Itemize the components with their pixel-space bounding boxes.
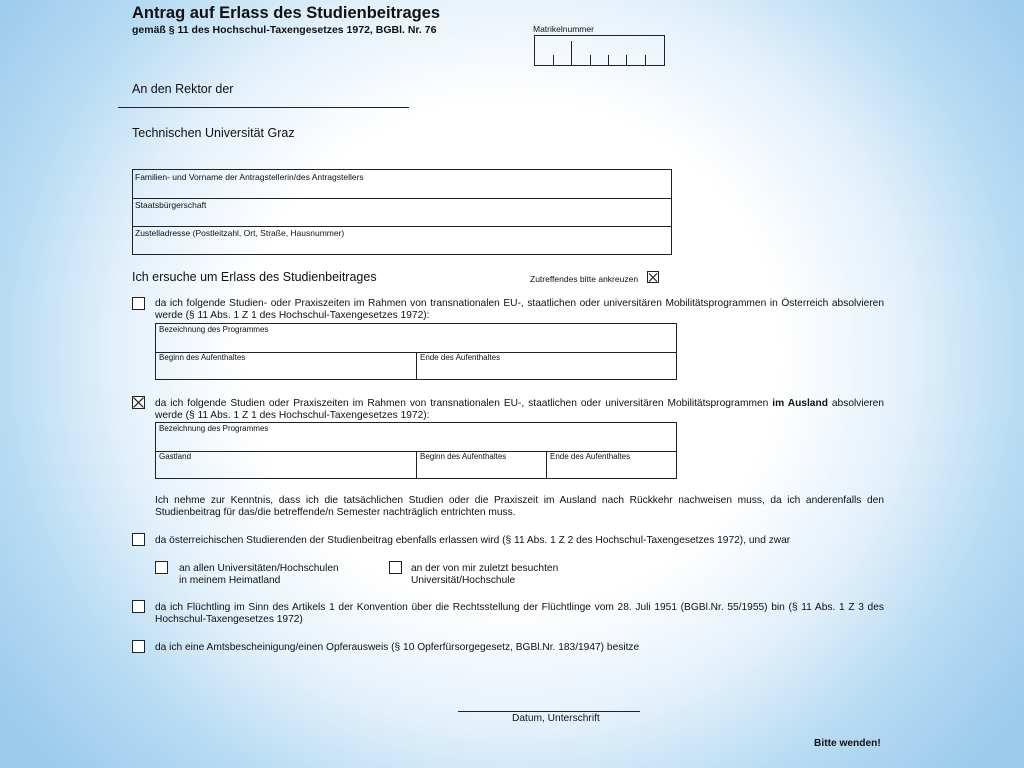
address-line-university: Technischen Universität Graz <box>132 126 295 140</box>
option2-text: da ich folgende Studien oder Praxiszeiten im Rahmen von transnationalen EU-, staatlichen oder universitären Mobilitätsprogrammen im Ausland absolvieren werde (§ 11 Abs. 1 Z 1 des Hochschul-Taxengesetzes 1972): <box>155 398 884 421</box>
option3a-checkbox[interactable] <box>155 561 168 574</box>
field-citizenship-input[interactable] <box>133 210 671 225</box>
option3-checkbox[interactable] <box>132 533 145 546</box>
field-name-label: Familien- und Vorname der Antragstellerin/des Antragstellers <box>135 172 364 182</box>
option1-start-label: Beginn des Aufenthaltes <box>159 353 246 362</box>
option2-program-label: Bezeichnung des Programmes <box>159 424 269 433</box>
field-address-input[interactable] <box>133 238 671 253</box>
form-subtitle: gemäß § 11 des Hochschul-Taxengesetzes 1972, BGBl. Nr. 76 <box>132 24 437 36</box>
option1-program-label: Bezeichnung des Programmes <box>159 325 269 334</box>
form-title: Antrag auf Erlass des Studienbeitrages <box>132 4 441 22</box>
option2-end-label: Ende des Aufenthaltes <box>550 452 631 461</box>
tick-note: Zutreffendes bitte ankreuzen <box>530 274 639 284</box>
field-citizenship-label: Staatsbürgerschaft <box>135 200 207 210</box>
field-name-input[interactable] <box>133 182 671 197</box>
option2-note: Ich nehme zur Kenntnis, dass ich die tatsächlichen Studien oder die Praxiszeit im Ausland nach Rückkehr nachweisen muss, da ich anderenfalls den Studienbeitrag für das/die betreffende/n Semester nachträglich entrichten muss. <box>155 495 884 518</box>
checked-x-icon <box>133 397 144 408</box>
signature-line <box>458 711 640 712</box>
turn-over-note: Bitte wenden! <box>814 738 881 749</box>
option1-end-label: Ende des Aufenthaltes <box>420 353 501 362</box>
option1-start-input[interactable] <box>156 363 414 378</box>
option2-start-input[interactable] <box>417 462 545 477</box>
field-address-label: Zustelladresse (Postleitzahl, Ort, Straße, Hausnummer) <box>135 228 345 238</box>
option1-end-input[interactable] <box>417 363 676 378</box>
request-heading: Ich ersuche um Erlass des Studienbeitrages <box>132 270 377 284</box>
address-line-rector: An den Rektor der <box>132 82 234 96</box>
option4-text: da ich Flüchtling im Sinn des Artikels 1 der Konvention über die Rechtsstellung der Flüchtlinge vom 28. Juli 1951 (BGBl.Nr. 55/1955) bin (§ 11 Abs. 1 Z 3 des Hochschul-Taxengesetzes 1972) <box>155 602 884 625</box>
option5-checkbox[interactable] <box>132 640 145 653</box>
example-checked-box-icon <box>647 271 659 283</box>
option1-program-input[interactable] <box>156 335 676 350</box>
option2-start-label: Beginn des Aufenthaltes <box>420 452 507 461</box>
address-underline <box>118 107 409 108</box>
option3b-text: an der von mir zuletzt besuchten Universität/Hochschule <box>411 563 559 586</box>
option1-checkbox[interactable] <box>132 297 145 310</box>
option1-text: da ich folgende Studien- oder Praxiszeiten im Rahmen von transnationalen EU-, staatlichen oder universitären Mobilitätsprogrammen in Österreich absolvieren werde (§ 11 Abs. 1 Z 1 des Hochschul-Taxengesetzes 1972): <box>155 298 884 321</box>
option2-country-label: Gastland <box>159 452 192 461</box>
signature-label: Datum, Unterschrift <box>512 713 600 724</box>
signature-field[interactable] <box>458 690 640 710</box>
option2-country-input[interactable] <box>156 462 414 477</box>
option2-checkbox[interactable] <box>132 396 145 409</box>
option3-text: da österreichischen Studierenden der Studienbeitrag ebenfalls erlassen wird (§ 11 Abs. 1 Z 2 des Hochschul-Taxengesetzes 1972), und zwar <box>155 535 791 546</box>
matrikel-label: Matrikelnummer <box>533 24 594 34</box>
option5-text: da ich eine Amtsbescheinigung/einen Opferausweis (§ 10 Opferfürsorgegesetz, BGBl.Nr. 183/1947) besitze <box>155 642 640 653</box>
option3b-checkbox[interactable] <box>389 561 402 574</box>
matrikel-input-box[interactable] <box>534 35 665 66</box>
option4-checkbox[interactable] <box>132 600 145 613</box>
option3a-text: an allen Universitäten/Hochschulen in meinem Heimatland <box>179 563 339 586</box>
option2-end-input[interactable] <box>547 462 676 477</box>
option2-program-input[interactable] <box>156 434 676 449</box>
